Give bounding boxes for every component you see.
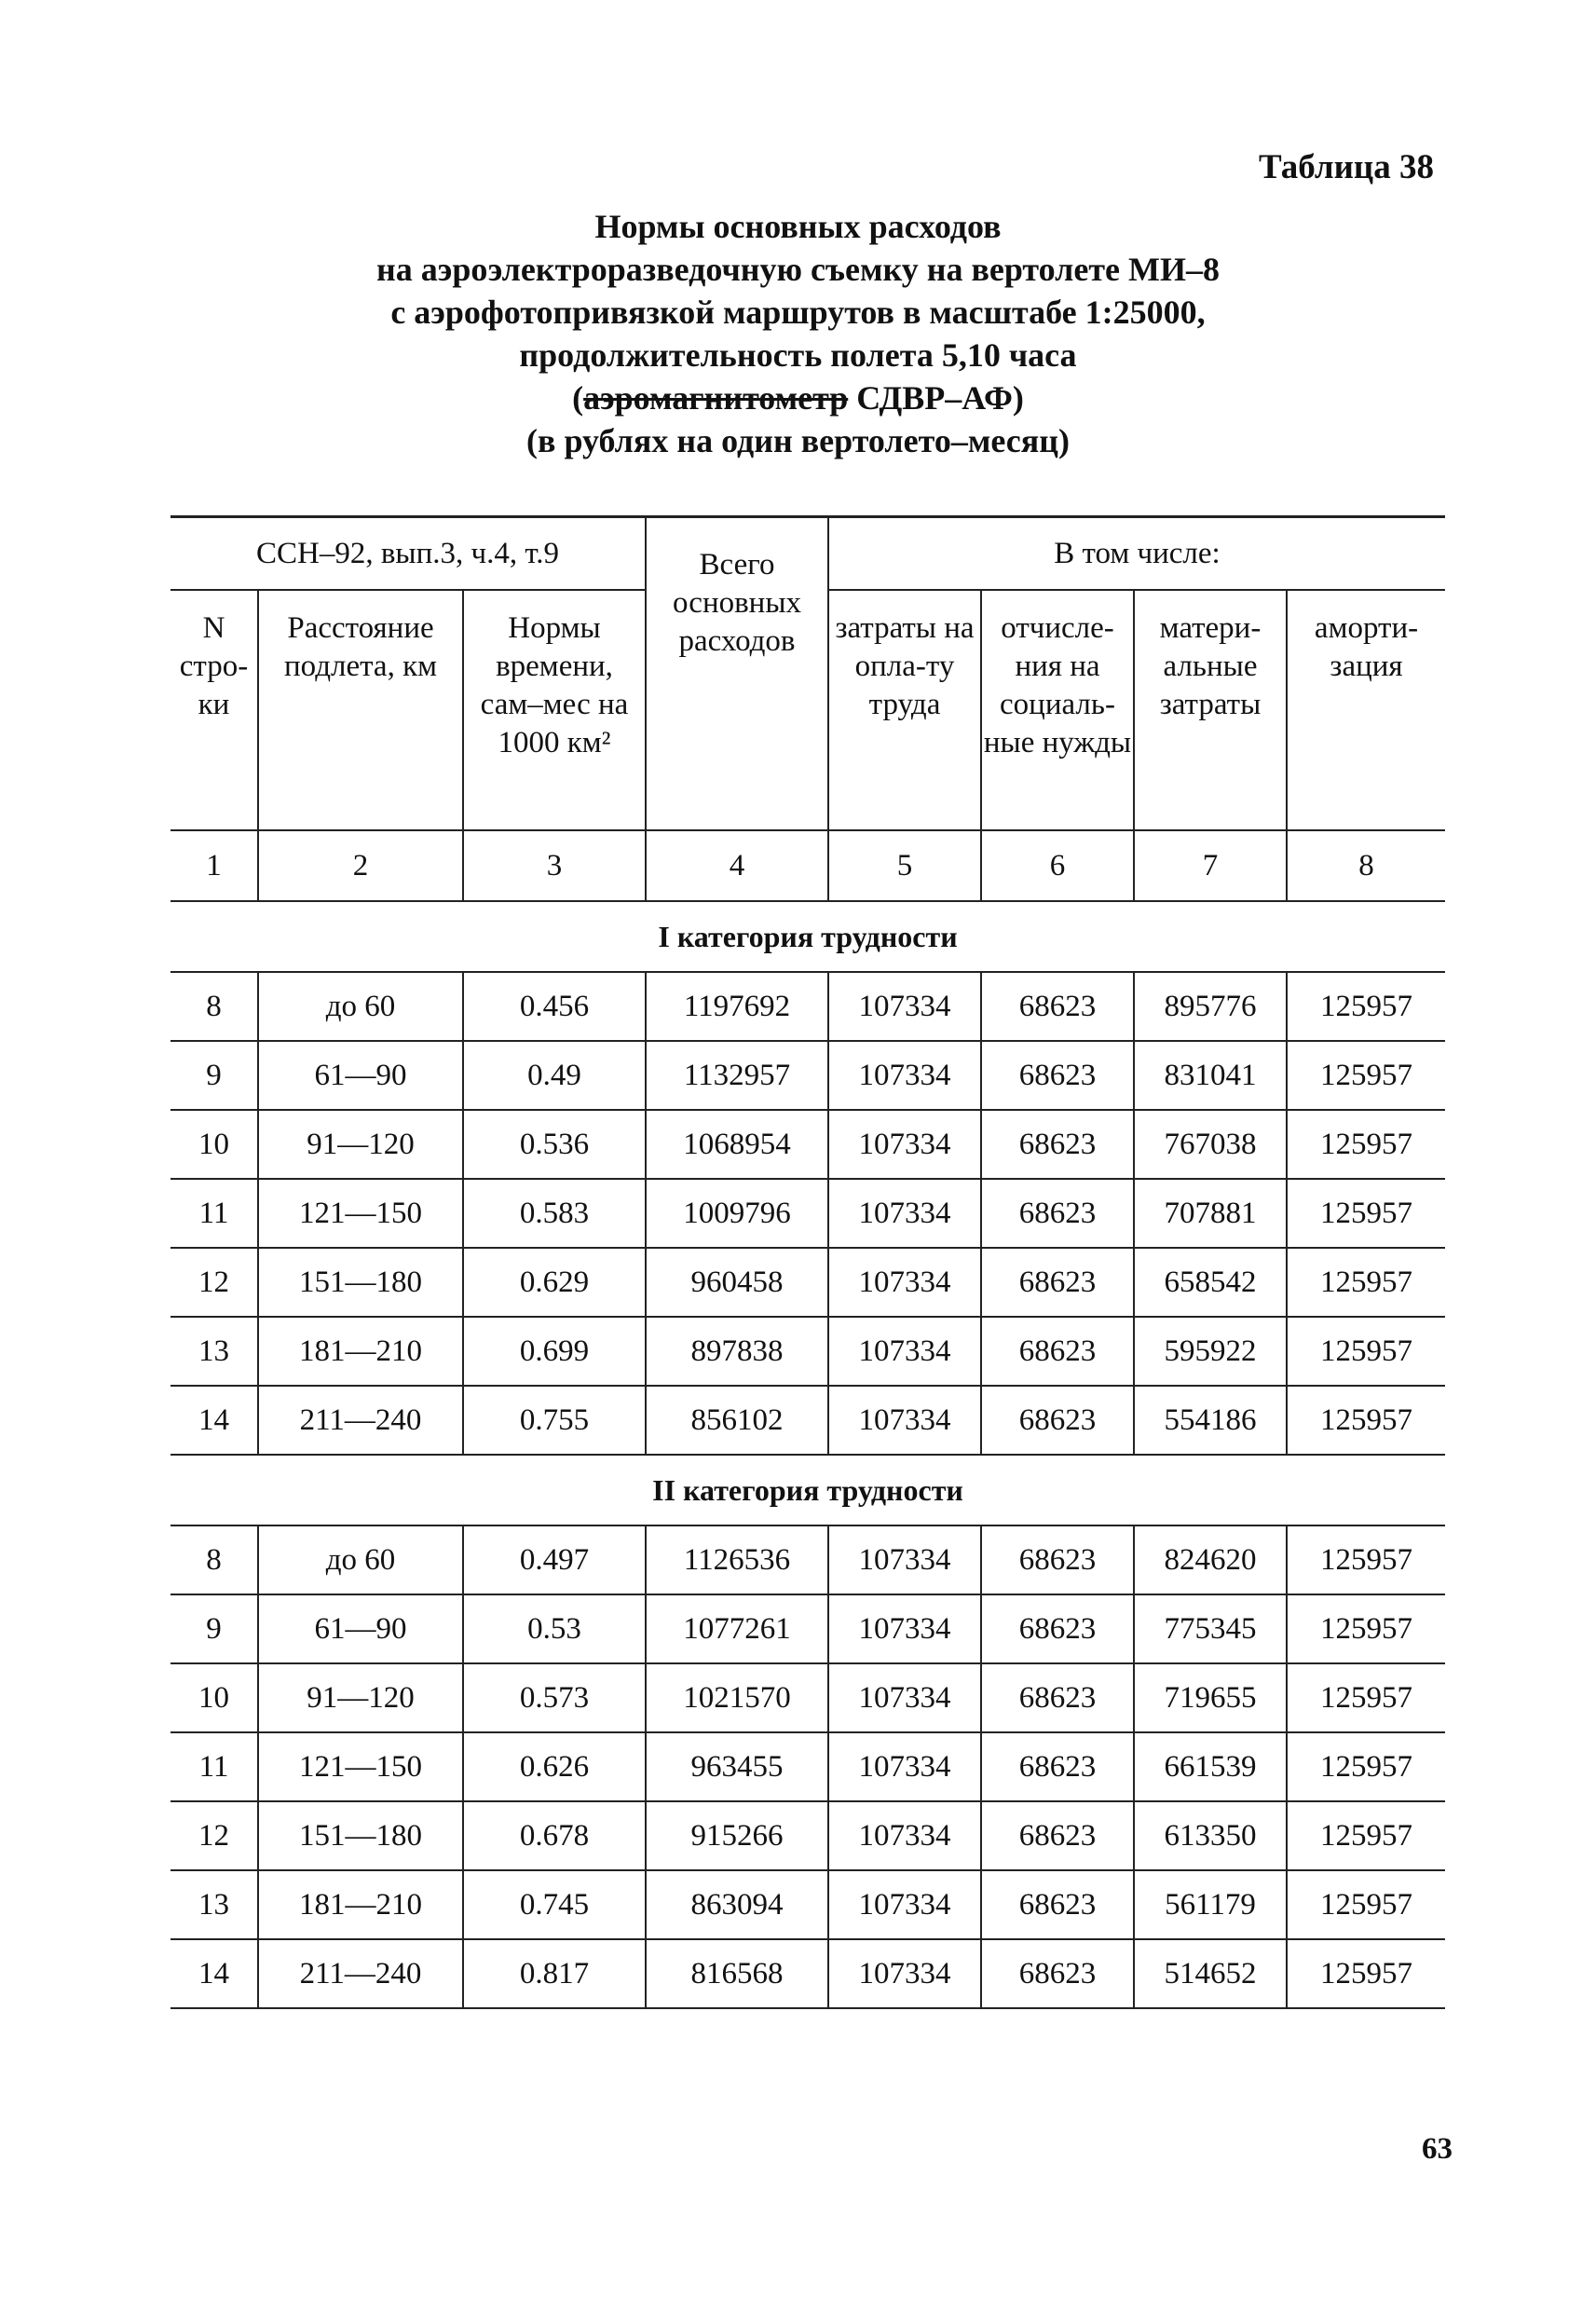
column-number: 1 — [171, 830, 258, 901]
table-cell: 107334 — [828, 972, 981, 1041]
table-cell: 107334 — [828, 1041, 981, 1110]
column-number: 4 — [646, 830, 828, 901]
table-cell: 707881 — [1134, 1179, 1287, 1248]
column-number: 3 — [463, 830, 646, 901]
table-cell: 897838 — [646, 1317, 828, 1386]
table-cell: 824620 — [1134, 1525, 1287, 1594]
table-cell: 68623 — [981, 1179, 1134, 1248]
table-cell: 13 — [171, 1317, 258, 1386]
table-cell: до 60 — [258, 1525, 463, 1594]
column-number: 6 — [981, 830, 1134, 901]
header-row-numbers — [171, 830, 1445, 901]
table-label: Таблица 38 — [1259, 148, 1434, 186]
table-cell: 125957 — [1287, 972, 1445, 1041]
title-line: продолжительность полета 5,10 часа — [519, 336, 1077, 374]
table-cell: 561179 — [1134, 1870, 1287, 1939]
page-number: 63 — [1422, 2132, 1453, 2166]
table-cell: 125957 — [1287, 1110, 1445, 1179]
table-cell: 0.456 — [463, 972, 646, 1041]
header-social-deductions: отчисле-ния на социаль-ные нужды — [981, 590, 1134, 830]
table-cell: 9 — [171, 1041, 258, 1110]
table-cell: 125957 — [1287, 1041, 1445, 1110]
column-number: 2 — [258, 830, 463, 901]
table-cell: 125957 — [1287, 1248, 1445, 1317]
title-line: с аэрофотопривязкой маршрутов в масштабе 1:25000, — [390, 294, 1206, 331]
category-row — [171, 901, 1445, 972]
table-cell: 125957 — [1287, 1386, 1445, 1455]
table-cell: 211—240 — [258, 1939, 463, 2008]
header-group-source: ССН–92, вып.3, ч.4, т.9 — [171, 517, 646, 591]
table-cell: 0.536 — [463, 1110, 646, 1179]
table-cell: 91—120 — [258, 1663, 463, 1732]
table-cell: 68623 — [981, 1317, 1134, 1386]
table-cell: 595922 — [1134, 1317, 1287, 1386]
header-depreciation: аморти-зация — [1287, 590, 1445, 830]
table-cell: 11 — [171, 1179, 258, 1248]
table-row — [171, 1110, 1445, 1179]
table-row — [171, 1248, 1445, 1317]
table-cell: 0.497 — [463, 1525, 646, 1594]
column-number: 5 — [828, 830, 981, 901]
title-device-open: ( — [572, 379, 584, 417]
category-row — [171, 1455, 1445, 1525]
table-cell: 1068954 — [646, 1110, 828, 1179]
norms-table — [171, 515, 1445, 2009]
table-cell: 658542 — [1134, 1248, 1287, 1317]
table-cell: 12 — [171, 1248, 258, 1317]
table-cell: 1197692 — [646, 972, 828, 1041]
table-row — [171, 1801, 1445, 1870]
table-cell: 121—150 — [258, 1732, 463, 1801]
column-number: 8 — [1287, 830, 1445, 901]
table-cell: 12 — [171, 1801, 258, 1870]
table-cell: 0.49 — [463, 1041, 646, 1110]
table-cell: 960458 — [646, 1248, 828, 1317]
table-row — [171, 1732, 1445, 1801]
table-cell: 68623 — [981, 1594, 1134, 1663]
table-cell: 125957 — [1287, 1870, 1445, 1939]
table-cell: 107334 — [828, 1801, 981, 1870]
table-cell: 915266 — [646, 1801, 828, 1870]
table-cell: 963455 — [646, 1732, 828, 1801]
table-cell: 514652 — [1134, 1939, 1287, 2008]
table-row — [171, 1939, 1445, 2008]
table-row — [171, 1386, 1445, 1455]
table-cell: 856102 — [646, 1386, 828, 1455]
table-cell: 107334 — [828, 1179, 981, 1248]
header-distance: Расстояние подлета, км — [258, 590, 463, 830]
table-cell: 0.629 — [463, 1248, 646, 1317]
table-row — [171, 1525, 1445, 1594]
table-cell: 14 — [171, 1939, 258, 2008]
table-row — [171, 1870, 1445, 1939]
header-labor-cost: затраты на опла-ту труда — [828, 590, 981, 830]
table-row — [171, 1594, 1445, 1663]
table-cell: 0.678 — [463, 1801, 646, 1870]
table-cell: 125957 — [1287, 1317, 1445, 1386]
table-cell: 107334 — [828, 1870, 981, 1939]
table-cell: 13 — [171, 1870, 258, 1939]
table-cell: 125957 — [1287, 1663, 1445, 1732]
table-cell: 719655 — [1134, 1663, 1287, 1732]
table-cell: 107334 — [828, 1732, 981, 1801]
title-line: Нормы основных расходов — [594, 208, 1002, 245]
table-cell: 125957 — [1287, 1525, 1445, 1594]
table-cell: 554186 — [1134, 1386, 1287, 1455]
table-row — [171, 972, 1445, 1041]
table-row — [171, 1317, 1445, 1386]
table-cell: 831041 — [1134, 1041, 1287, 1110]
header-group-breakdown: В том числе: — [828, 517, 1445, 591]
header-time-norm: Нормы времени, сам–мес на 1000 км² — [463, 590, 646, 830]
table-cell: 68623 — [981, 972, 1134, 1041]
table-cell: 863094 — [646, 1870, 828, 1939]
table-cell: 107334 — [828, 1663, 981, 1732]
table-cell: 1021570 — [646, 1663, 828, 1732]
table-cell: 11 — [171, 1732, 258, 1801]
table-cell: 895776 — [1134, 972, 1287, 1041]
table-row — [171, 1041, 1445, 1110]
table-cell: 816568 — [646, 1939, 828, 2008]
table-cell: 9 — [171, 1594, 258, 1663]
table-cell: до 60 — [258, 972, 463, 1041]
struck-out-word: аэромагнитометр — [583, 379, 849, 417]
table-cell: 0.573 — [463, 1663, 646, 1732]
category-title: II категория трудности — [652, 1472, 963, 1507]
column-number: 7 — [1134, 830, 1287, 901]
table-cell: 1126536 — [646, 1525, 828, 1594]
table-cell: 125957 — [1287, 1179, 1445, 1248]
table-cell: 68623 — [981, 1801, 1134, 1870]
table-cell: 61—90 — [258, 1041, 463, 1110]
table-cell: 125957 — [1287, 1594, 1445, 1663]
table-cell: 107334 — [828, 1594, 981, 1663]
table-cell: 0.745 — [463, 1870, 646, 1939]
table-cell: 10 — [171, 1663, 258, 1732]
header-row-number: N стро-ки — [171, 590, 258, 830]
category-title: I категория трудности — [658, 919, 958, 953]
table-cell: 8 — [171, 1525, 258, 1594]
table-cell: 1077261 — [646, 1594, 828, 1663]
table-cell: 14 — [171, 1386, 258, 1455]
table-cell: 68623 — [981, 1041, 1134, 1110]
table-cell: 613350 — [1134, 1801, 1287, 1870]
table-cell: 107334 — [828, 1110, 981, 1179]
table-cell: 68623 — [981, 1870, 1134, 1939]
table-cell: 0.817 — [463, 1939, 646, 2008]
table-cell: 68623 — [981, 1386, 1134, 1455]
header-material-costs: матери-альные затраты — [1134, 590, 1287, 830]
title-units: (в рублях на один вертолето–месяц) — [526, 422, 1070, 459]
table-row — [171, 1663, 1445, 1732]
table-cell: 125957 — [1287, 1732, 1445, 1801]
table-cell: 125957 — [1287, 1801, 1445, 1870]
table-cell: 68623 — [981, 1525, 1134, 1594]
table-cell: 1009796 — [646, 1179, 828, 1248]
table-cell: 1132957 — [646, 1041, 828, 1110]
table-cell: 775345 — [1134, 1594, 1287, 1663]
title-device-line — [0, 376, 1596, 419]
table-cell: 8 — [171, 972, 258, 1041]
table-cell: 107334 — [828, 1248, 981, 1317]
title-line: на аэроэлектроразведочную съемку на вертолете МИ–8 — [376, 251, 1220, 288]
header-row-groups — [171, 517, 1445, 591]
table-cell: 0.755 — [463, 1386, 646, 1455]
table-cell: 125957 — [1287, 1939, 1445, 2008]
table-cell: 0.53 — [463, 1594, 646, 1663]
header-total: Всего основных расходов — [646, 517, 828, 831]
table-title — [0, 205, 1596, 462]
title-device-name: СДВР–АФ) — [848, 379, 1024, 417]
table-cell: 68623 — [981, 1732, 1134, 1801]
table-cell: 10 — [171, 1110, 258, 1179]
table-cell: 91—120 — [258, 1110, 463, 1179]
table-cell: 181—210 — [258, 1870, 463, 1939]
table-cell: 151—180 — [258, 1248, 463, 1317]
table-cell: 61—90 — [258, 1594, 463, 1663]
table-cell: 0.699 — [463, 1317, 646, 1386]
table-cell: 151—180 — [258, 1801, 463, 1870]
table-cell: 107334 — [828, 1386, 981, 1455]
table-cell: 107334 — [828, 1939, 981, 2008]
table-cell: 107334 — [828, 1317, 981, 1386]
table-cell: 68623 — [981, 1939, 1134, 2008]
table-cell: 0.583 — [463, 1179, 646, 1248]
table-cell: 68623 — [981, 1248, 1134, 1317]
table-cell: 68623 — [981, 1110, 1134, 1179]
table-cell: 121—150 — [258, 1179, 463, 1248]
table-cell: 661539 — [1134, 1732, 1287, 1801]
table-row — [171, 1179, 1445, 1248]
table-cell: 68623 — [981, 1663, 1134, 1732]
table-cell: 0.626 — [463, 1732, 646, 1801]
table-cell: 767038 — [1134, 1110, 1287, 1179]
table-cell: 181—210 — [258, 1317, 463, 1386]
table-cell: 211—240 — [258, 1386, 463, 1455]
table-cell: 107334 — [828, 1525, 981, 1594]
